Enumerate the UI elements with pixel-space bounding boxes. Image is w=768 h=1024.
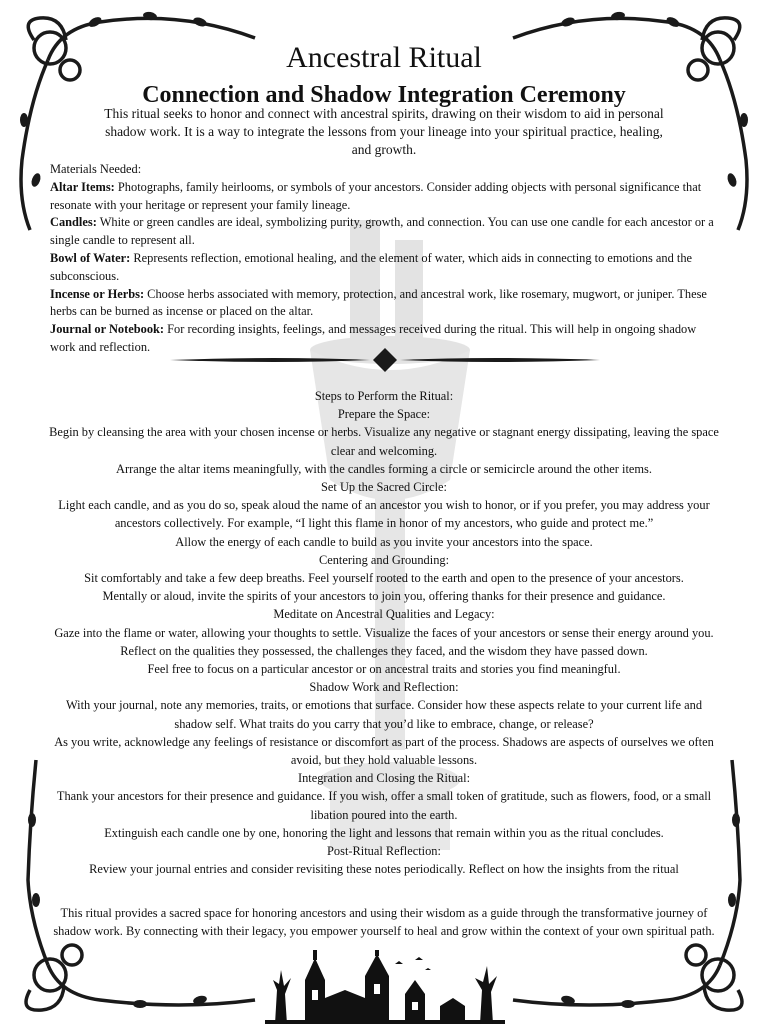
step-line: Allow the energy of each candle to build as you invite your ancestors into the space. (175, 534, 593, 549)
material-label: Bowl of Water: (50, 250, 131, 265)
step-line: Arrange the altar items meaningfully, with the candles forming a circle or semicircle around the other items. (116, 461, 652, 476)
material-item (50, 214, 720, 250)
closing-paragraph: This ritual provides a sacred space for honoring ancestors and using their wisdom as a guide through the transformative journey of shadow work. By connecting with their legacy, you empower yourself to heal and grow within the context of your own spiritual path. (53, 906, 715, 939)
ornamental-divider (170, 348, 600, 372)
material-item (50, 286, 720, 322)
step-line: Gaze into the flame or water, allowing your thoughts to settle. Visualize the faces of your ancestors or sense their energy around you. Reflect on the qualities they possessed, the challenges they faced, and the wisdom they have passed down. (54, 625, 714, 658)
step-line: Begin by cleansing the area with your chosen incense or herbs. Visualize any negative or stagnant energy dissipating, leaving the space clear and welcoming. (49, 425, 719, 458)
material-text: Choose herbs associated with memory, protection, and ancestral work, like rosemary, mugwort, or juniper. These herbs can be burned as incense or placed on the altar. (50, 286, 707, 319)
step-line: Mentally or aloud, invite the spirits of your ancestors to join you, offering thanks for their presence and guidance. (102, 589, 666, 604)
page-subtitle: Connection and Shadow Integration Ceremony (142, 81, 626, 108)
page-title: Ancestral Ritual (286, 41, 482, 75)
steps-section (46, 387, 722, 878)
step-title: Prepare the Space: (337, 407, 431, 422)
material-label: Altar Items: (50, 179, 115, 194)
material-label: Journal or Notebook: (50, 322, 165, 337)
material-item (50, 179, 720, 215)
gothic-church-silhouette (265, 950, 505, 1024)
step-line: Extinguish each candle one by one, honoring the light and lessons that remain within you as the ritual concludes. (104, 825, 664, 840)
materials-section (50, 161, 720, 357)
step-title: Post-Ritual Reflection: (327, 844, 441, 859)
step-title: Set Up the Sacred Circle: (321, 480, 447, 495)
step-line: Light each candle, and as you do so, speak aloud the name of an ancestor you wish to honor, or if you prefer, you may address your ancestors collectively. For example, “I light this flame in honor of my ancestors, who guide and protect me.” (58, 498, 710, 531)
material-text: White or green candles are ideal, symbolizing purity, growth, and connection. You can use one candle for each ancestor or a single candle to represent all. (50, 215, 714, 248)
step-line: Thank your ancestors for their presence and guidance. If you wish, offer a small token of gratitude, such as flowers, food, or a small libation poured into the earth. (56, 789, 712, 822)
step-line: Review your journal entries and consider revisiting these notes periodically. Reflect on how the insights from the ritual (89, 862, 679, 877)
step-title: Integration and Closing the Ritual: (297, 771, 471, 786)
material-text: Represents reflection, emotional healing, and the element of water, which aids in connecting to emotions and the subconscious. (50, 250, 693, 283)
material-text: Photographs, family heirlooms, or symbols of your ancestors. Consider adding objects with personal significance that resonate with your heritage or represent your family lineage. (50, 179, 702, 212)
material-label: Incense or Herbs: (50, 286, 145, 301)
step-line: As you write, acknowledge any feelings of resistance or discomfort as part of the process. Shadows are aspects of ourselves we often avoid, but they hold valuable lessons. (54, 734, 714, 768)
steps-heading: Steps to Perform the Ritual: (314, 389, 454, 403)
intro-paragraph: This ritual seeks to honor and connect with ancestral spirits, drawing on their wisdom to aid in personal shadow work. It is a way to integrate the lessons from your lineage into your spiritual practice, healing, and growth. (104, 106, 664, 157)
materials-heading: Materials Needed: (50, 162, 142, 176)
step-line: Sit comfortably and take a few deep breaths. Feel yourself rooted to the earth and open to the presence of your ancestors. (84, 571, 684, 586)
step-line: With your journal, note any memories, traits, or emotions that surface. Consider how these aspects relate to your current life and shadow self. What traits do you carry that you’d like to embrace, change, or release? (65, 698, 703, 731)
material-item (50, 250, 720, 286)
step-title: Centering and Grounding: (318, 552, 450, 567)
material-text: For recording insights, feelings, and messages received during the ritual. This will help in ongoing shadow work and reflection. (50, 322, 697, 354)
step-title: Shadow Work and Reflection: (309, 680, 459, 695)
step-title: Meditate on Ancestral Qualities and Legacy: (273, 607, 495, 622)
step-line: Feel free to focus on a particular ancestor or on ancestral traits and stories you find meaningful. (147, 662, 621, 677)
material-label: Candles: (50, 215, 97, 230)
